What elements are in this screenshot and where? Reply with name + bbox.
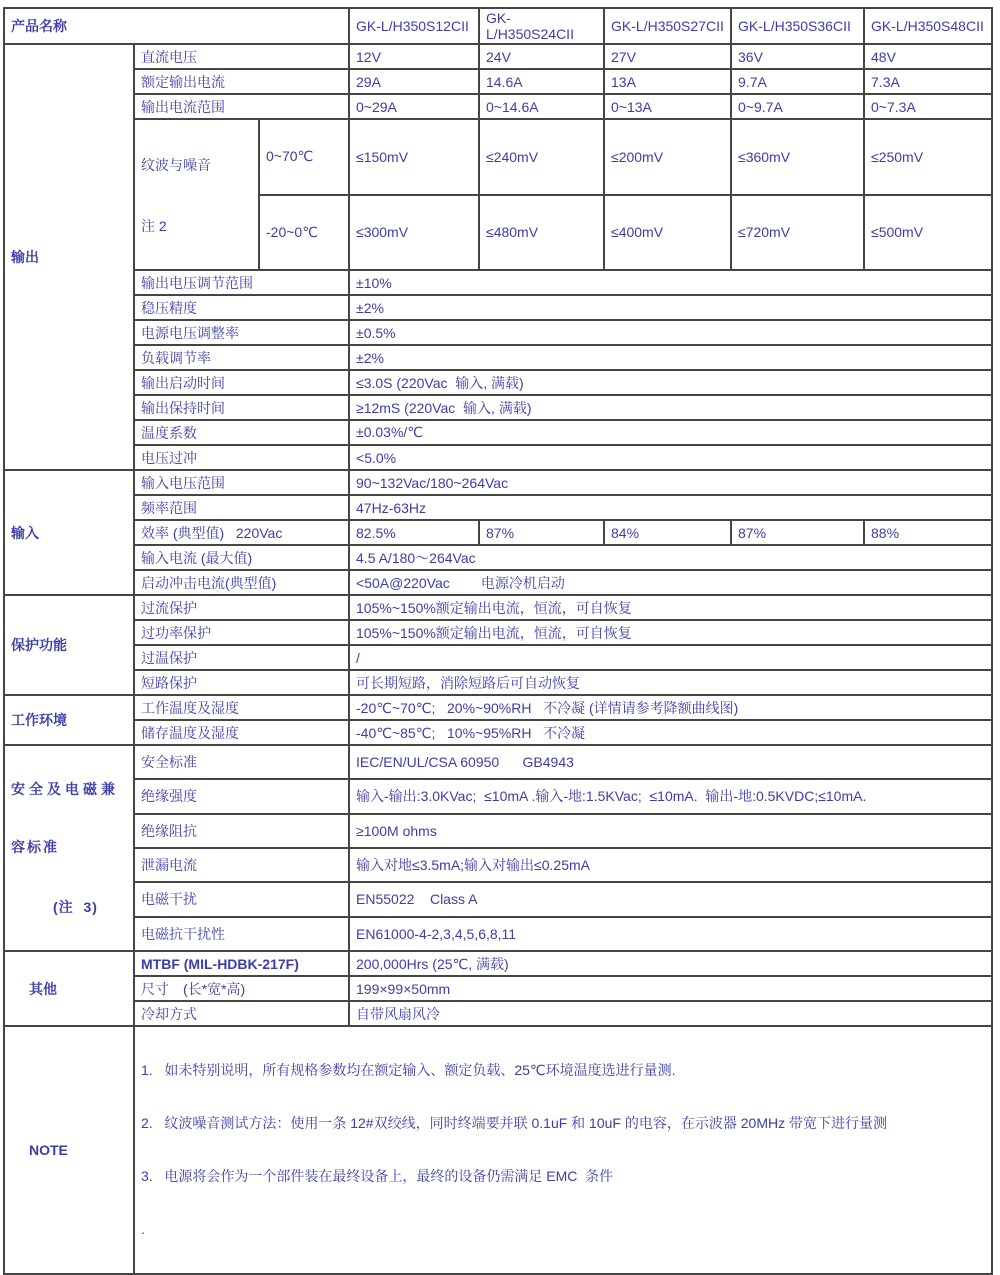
section-label-input: 输入 [4,470,134,595]
param-label: MTBF (MIL-HDBK-217F) [134,951,349,976]
spec-value: 87% [479,520,604,545]
spec-value: 输入-输出:3.0KVac; ≤10mA .输入-地:1.5KVac; ≤10mA. 输出-地:0.5KVDC;≤10mA. [349,779,992,813]
spec-table [3,7,993,1275]
spec-value: 84% [604,520,731,545]
temp-range: -20~0℃ [259,195,349,271]
spec-value: ≤250mV [864,119,992,195]
spec-value: ≥100M ohms [349,814,992,848]
section-label-environment: 工作环境 [4,695,134,745]
param-label: 电压过冲 [134,445,349,470]
spec-value: -40℃~85℃; 10%~95%RH 不冷凝 [349,720,992,745]
model-header: GK-L/H350S36CII [731,8,864,44]
spec-value: <50A@220Vac 电源冷机启动 [349,570,992,595]
spec-value: ±0.03%/℃ [349,420,992,445]
spec-value: 自带风扇风冷 [349,1001,992,1026]
spec-value: ≤200mV [604,119,731,195]
param-label: 过温保护 [134,645,349,670]
spec-value: ±2% [349,295,992,320]
spec-value: 0~9.7A [731,94,864,119]
param-label: 输入电压范围 [134,470,349,495]
param-label: 额定输出电流 [134,69,349,94]
spec-value: ≤240mV [479,119,604,195]
param-label: 电磁干扰 [134,882,349,916]
spec-value: 27V [604,44,731,69]
param-label: 电磁抗干扰性 [134,917,349,951]
section-label-note: NOTE [4,1026,134,1274]
spec-value: 14.6A [479,69,604,94]
spec-value: -20℃~70℃; 20%~90%RH 不冷凝 (详情请参考降额曲线图) [349,695,992,720]
spec-value: 199×99×50mm [349,976,992,1001]
param-label: 输出电流范围 [134,94,349,119]
param-label: 电源电压调整率 [134,320,349,345]
temp-range: 0~70℃ [259,119,349,195]
safety-label-line1: 安全及电磁兼 [11,781,119,797]
spec-value: 47Hz-63Hz [349,495,992,520]
param-label: 输出启动时间 [134,370,349,395]
spec-value: ≤3.0S (220Vac 输入, 满载) [349,370,992,395]
param-label: 过功率保护 [134,620,349,645]
spec-value: 0~29A [349,94,479,119]
section-label-safety-emc [4,745,134,951]
spec-value: 36V [731,44,864,69]
spec-value: 82.5% [349,520,479,545]
spec-value: 24V [479,44,604,69]
param-label: 负载调节率 [134,345,349,370]
param-label: 工作温度及湿度 [134,695,349,720]
spec-value: 200,000Hrs (25℃, 满载) [349,951,992,976]
spec-value: 48V [864,44,992,69]
param-label: 输出保持时间 [134,395,349,420]
spec-value: ±0.5% [349,320,992,345]
model-header: GK-L/H350S48CII [864,8,992,44]
spec-value: / [349,645,992,670]
param-label: 绝缘强度 [134,779,349,813]
spec-value: ±2% [349,345,992,370]
param-label: 过流保护 [134,595,349,620]
spec-value: 12V [349,44,479,69]
spec-value: ≤720mV [731,195,864,271]
param-label: 冷却方式 [134,1001,349,1026]
param-label: 频率范围 [134,495,349,520]
section-label-protection: 保护功能 [4,595,134,695]
ripple-label-line2: 注 2 [141,218,167,234]
safety-label-line3: (注 3) [53,899,98,915]
note-line-4: . [141,1221,145,1237]
param-label: 尺寸 (长*宽*高) [134,976,349,1001]
spec-value: ≤150mV [349,119,479,195]
spec-value: 29A [349,69,479,94]
spec-value: <5.0% [349,445,992,470]
spec-value: 87% [731,520,864,545]
param-label: 短路保护 [134,670,349,695]
param-label-ripple [134,119,259,270]
spec-value: 输入对地≤3.5mA;输入对输出≤0.25mA [349,848,992,882]
section-label-other: 其他 [4,951,134,1026]
notes-text [134,1026,992,1274]
spec-value: 0~13A [604,94,731,119]
spec-value: 88% [864,520,992,545]
spec-value: 13A [604,69,731,94]
note-line-2: 2. 纹波噪音测试方法：使用一条 12#双绞线，同时终端要并联 0.1uF 和 10uF 的电容，在示波器 20MHz 带宽下进行量测 [141,1115,887,1131]
spec-value: ≥12mS (220Vac 输入, 满载) [349,395,992,420]
param-label: 直流电压 [134,44,349,69]
section-label-output: 输出 [4,44,134,470]
param-label: 安全标准 [134,745,349,779]
spec-value: 0~7.3A [864,94,992,119]
spec-value: ≤400mV [604,195,731,271]
spec-value: 105%~150%额定输出电流，恒流，可自恢复 [349,620,992,645]
note-line-1: 1. 如未特别说明，所有规格参数均在额定输入、额定负载、25℃环境温度选进行量测. [141,1062,676,1078]
param-label: 绝缘阻抗 [134,814,349,848]
param-label: 输入电流 (最大值) [134,545,349,570]
spec-value: EN61000-4-2,3,4,5,6,8,11 [349,917,992,951]
param-label: 储存温度及湿度 [134,720,349,745]
param-label: 泄漏电流 [134,848,349,882]
spec-value: ≤300mV [349,195,479,271]
spec-value: 90~132Vac/180~264Vac [349,470,992,495]
spec-value: ≤480mV [479,195,604,271]
param-label: 效率 (典型值) 220Vac [134,520,349,545]
spec-value: 0~14.6A [479,94,604,119]
spec-value: 105%~150%额定输出电流，恒流，可自恢复 [349,595,992,620]
param-label: 启动冲击电流(典型值) [134,570,349,595]
param-label: 温度系数 [134,420,349,445]
param-label: 稳压精度 [134,295,349,320]
model-header: GK-L/H350S27CII [604,8,731,44]
model-header: GK-L/H350S24CII [479,8,604,44]
spec-value: EN55022 Class A [349,882,992,916]
spec-value: 4.5 A/180～264Vac [349,545,992,570]
spec-value: ≤360mV [731,119,864,195]
spec-value: IEC/EN/UL/CSA 60950 GB4943 [349,745,992,779]
model-header: GK-L/H350S12CII [349,8,479,44]
spec-value: 7.3A [864,69,992,94]
spec-value: 9.7A [731,69,864,94]
product-name-header: 产品名称 [4,8,349,44]
spec-value: 可长期短路，消除短路后可自动恢复 [349,670,992,695]
safety-label-line2: 容标准 [11,839,59,855]
note-line-3: 3. 电源将会作为一个部件装在最终设备上，最终的设备仍需满足 EMC 条件 [141,1168,614,1184]
ripple-label-line1: 纹波与噪音 [141,157,211,173]
spec-value: ≤500mV [864,195,992,271]
spec-value: ±10% [349,270,992,295]
param-label: 输出电压调节范围 [134,270,349,295]
